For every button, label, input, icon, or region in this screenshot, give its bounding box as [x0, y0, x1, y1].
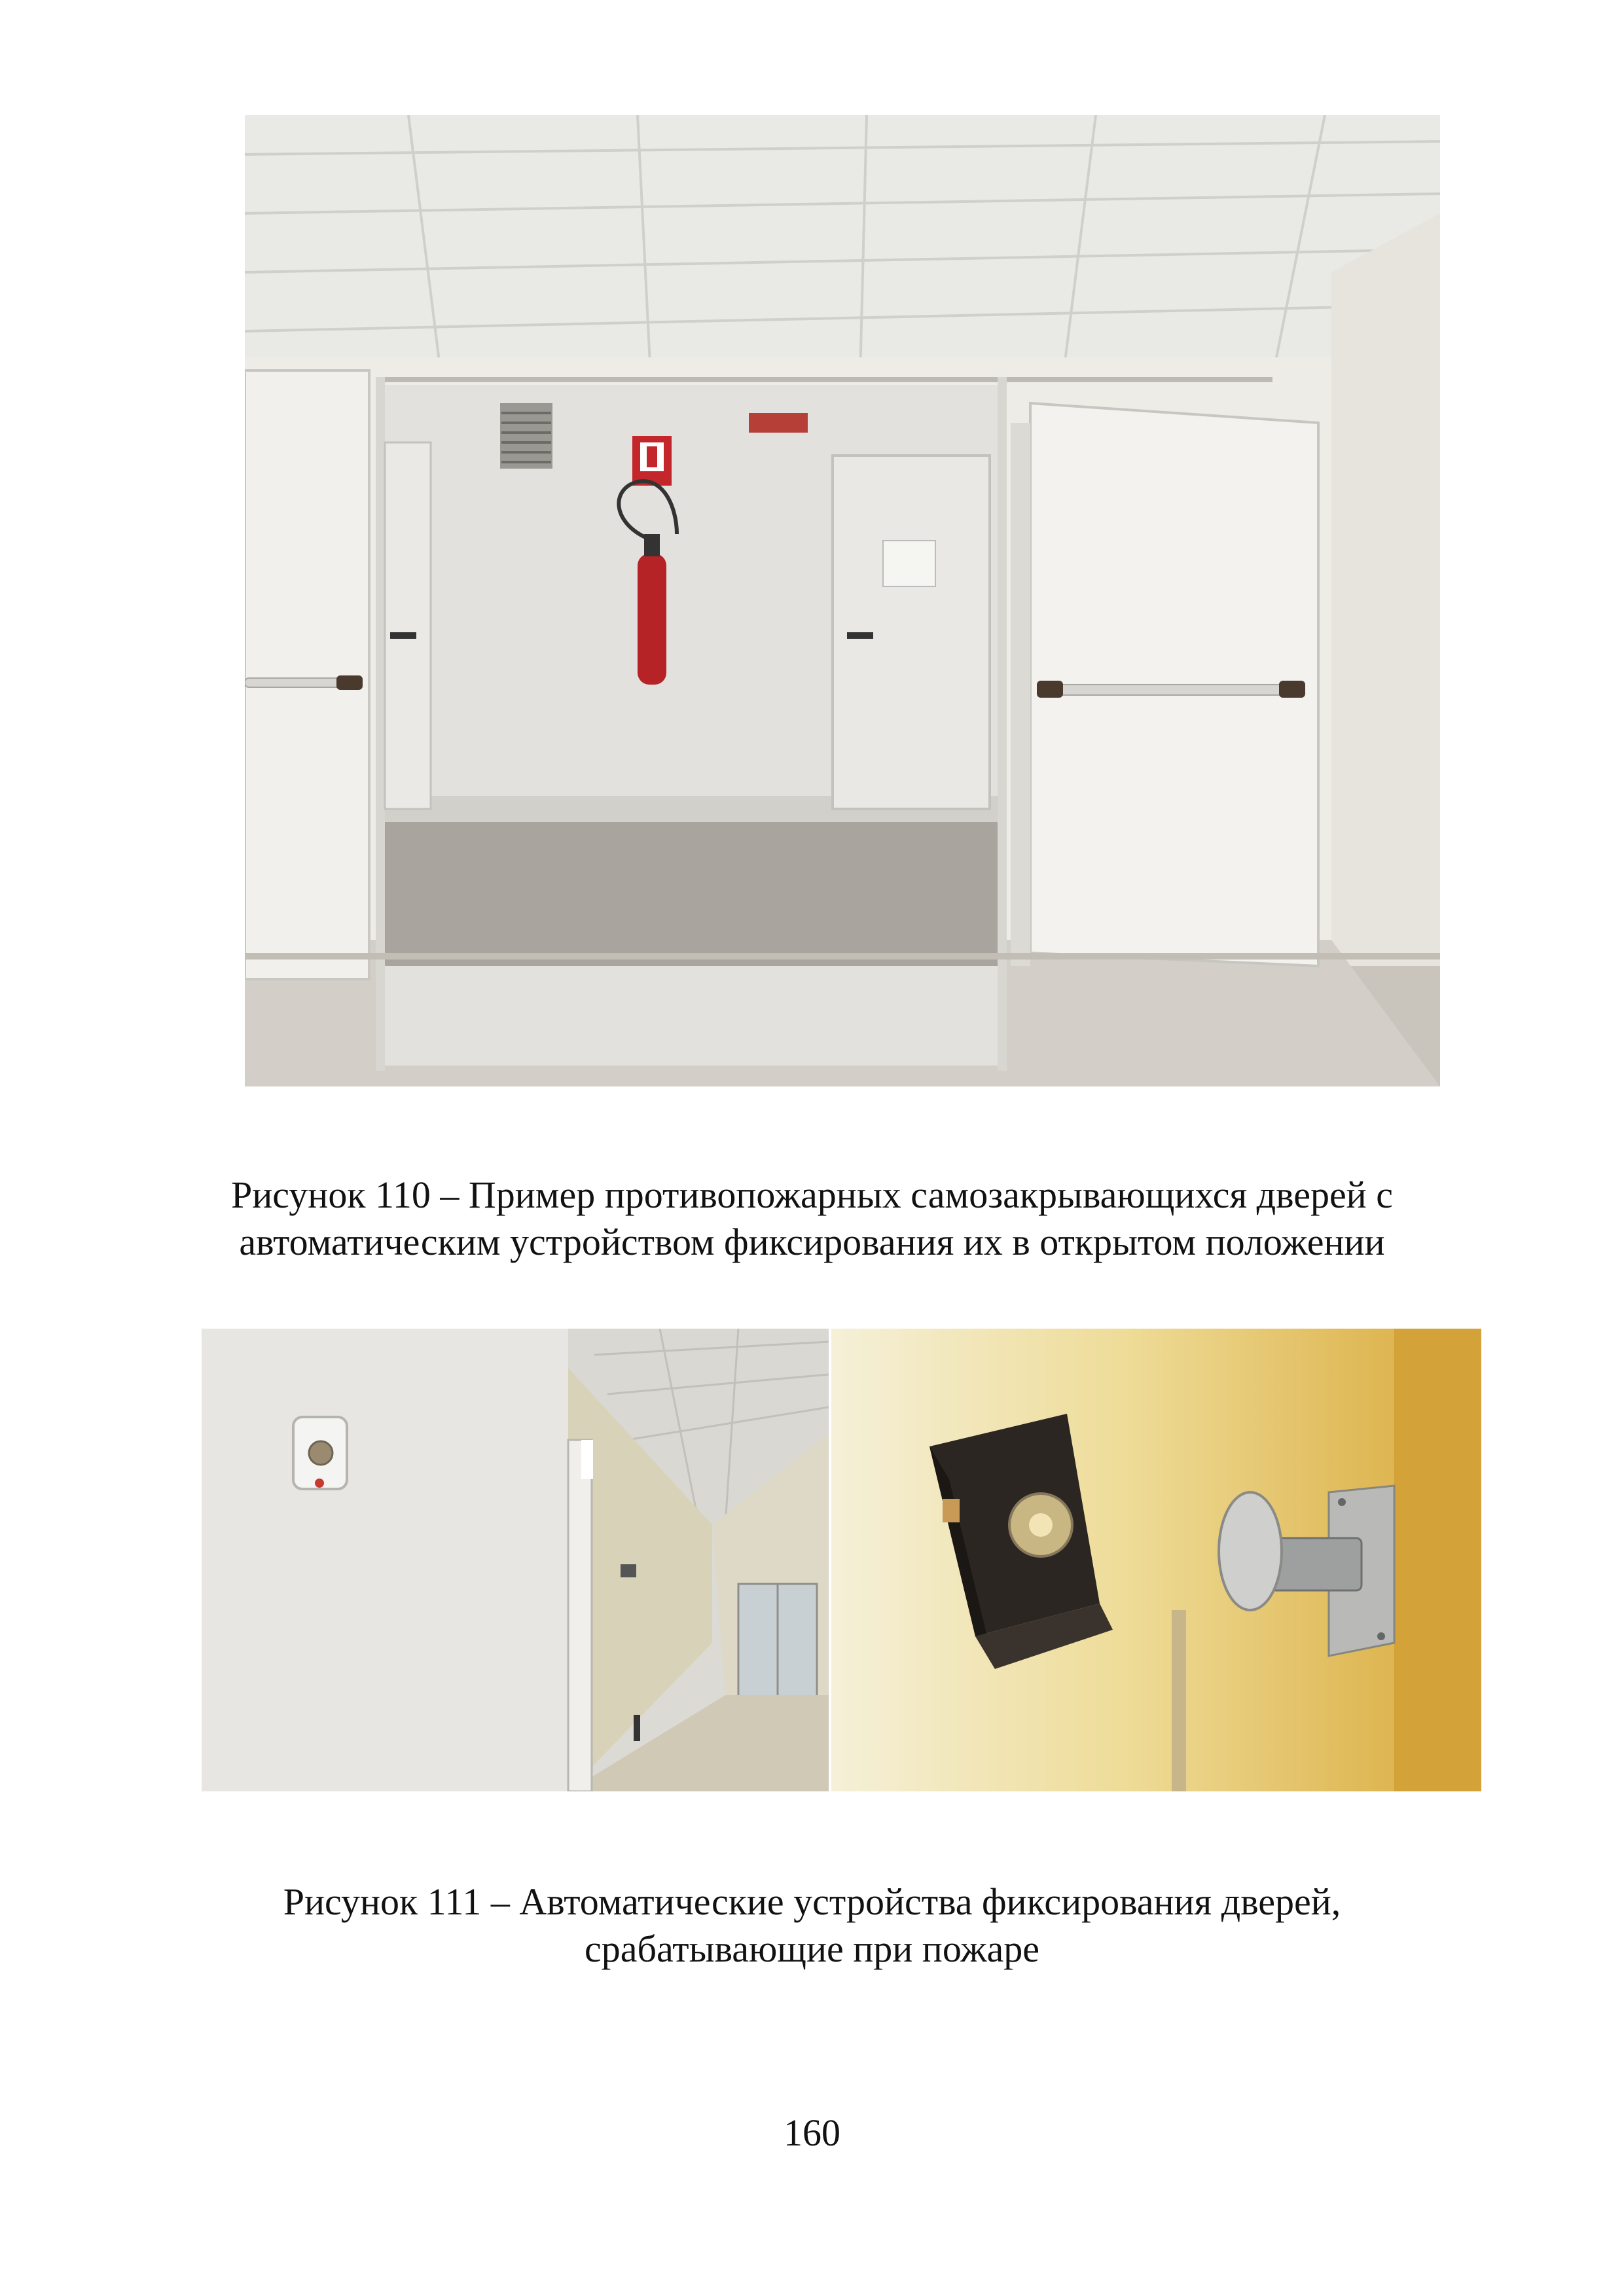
- figure-111-caption: [0, 1878, 1624, 1973]
- page-number: 160: [784, 2111, 840, 2154]
- figure-110-caption-line-1: Рисунок 110 – Пример противопожарных самозакрывающихся дверей с: [231, 1174, 1393, 1216]
- figure-111-photo-right: [831, 1329, 1481, 1791]
- figure-111-caption-line-2: срабатывающие при пожаре: [585, 1928, 1039, 1970]
- figure-111-photo-left: [202, 1329, 829, 1791]
- figure-111-caption-line-1: Рисунок 111 – Автоматические устройства фиксирования дверей,: [283, 1880, 1341, 1923]
- figure-110-caption: [0, 1172, 1624, 1266]
- figure-110-caption-line-2: автоматическим устройством фиксирования их в открытом положении: [239, 1221, 1385, 1263]
- figure-110-photo: [245, 115, 1440, 1086]
